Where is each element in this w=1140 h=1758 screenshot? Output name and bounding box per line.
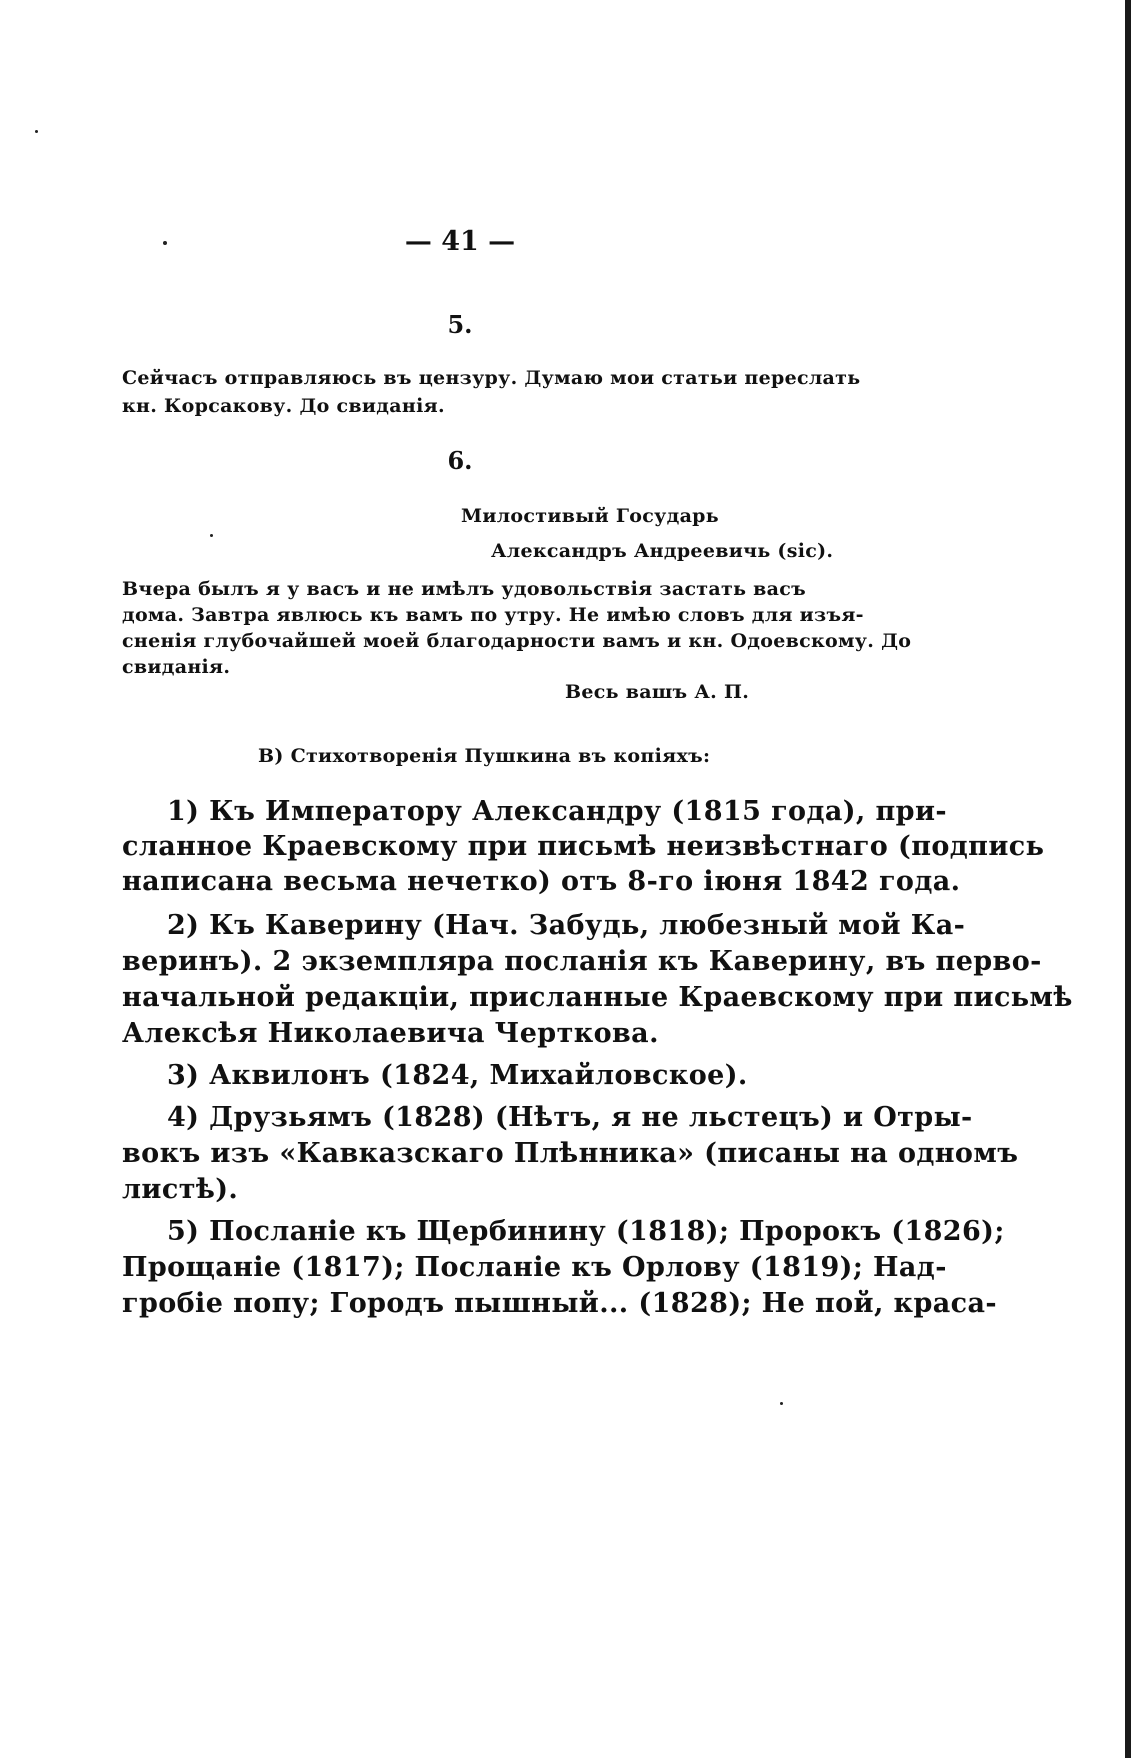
text-line: дома. Завтра явлюсь къ вамъ по утру. Не имѣю словъ для изъя-: [122, 604, 864, 626]
text-line: сненія глубочайшей моей благодарности вамъ и кн. Одоевскому. До: [122, 630, 912, 652]
text-line: Сейчасъ отправляюсь въ цензуру. Думаю мои статьи переслать: [122, 367, 861, 389]
text-line: Вчера былъ я у васъ и не имѣлъ удовольствія застать васъ: [122, 578, 807, 600]
speck: [35, 130, 38, 133]
list-item-line: Прощаніе (1817); Посланіе къ Орлову (1819); Над-: [122, 1252, 947, 1283]
list-item-line: сланное Краевскому при письмѣ неизвѣстнаго (подпись: [122, 831, 1045, 862]
speck: [780, 1402, 783, 1405]
list-item-line: написана весьма нечетко) отъ 8-го іюня 1842 года.: [122, 866, 961, 897]
list-item-line: начальной редакціи, присланные Краевскому при письмѣ: [122, 982, 1073, 1013]
section-number-5: 5.: [447, 310, 473, 339]
speck: [210, 534, 213, 537]
list-item-line: 1) Къ Императору Александру (1815 года), при-: [167, 796, 947, 827]
section-number-6: 6.: [447, 446, 473, 475]
text-line: кн. Корсакову. До свиданія.: [122, 395, 445, 417]
list-item-line: веринъ). 2 экземпляра посланія къ Каверину, въ перво-: [122, 946, 1042, 977]
list-item-line: вокъ изъ «Кавказскаго Плѣнника» (писаны на одномъ: [122, 1138, 1019, 1169]
section-heading: В) Стихотворенія Пушкина въ копіяхъ:: [258, 745, 711, 767]
salutation-line: Александръ Андреевичь (sic).: [491, 540, 834, 562]
page-number: — 41 —: [404, 226, 516, 257]
page-edge-rule: [1125, 0, 1131, 1758]
list-item-line: 4) Друзьямъ (1828) (Нѣтъ, я не льстецъ) и Отры-: [167, 1102, 973, 1133]
salutation-line: Милостивый Государь: [461, 505, 719, 527]
list-item-line: листѣ).: [122, 1174, 239, 1205]
list-item-line: 2) Къ Каверину (Нач. Забудь, любезный мой Ка-: [167, 910, 966, 941]
list-item-line: гробіе попу; Городъ пышный... (1828); Не пой, краса-: [122, 1288, 997, 1319]
list-item-line: Алексѣя Николаевича Черткова.: [122, 1018, 659, 1049]
signature: Весь вашъ А. П.: [565, 681, 750, 703]
list-item-line: 5) Посланіе къ Щербинину (1818); Пророкъ (1826);: [167, 1216, 1005, 1247]
text-line: свиданія.: [122, 656, 231, 678]
list-item-line: 3) Аквилонъ (1824, Михайловское).: [167, 1060, 748, 1091]
